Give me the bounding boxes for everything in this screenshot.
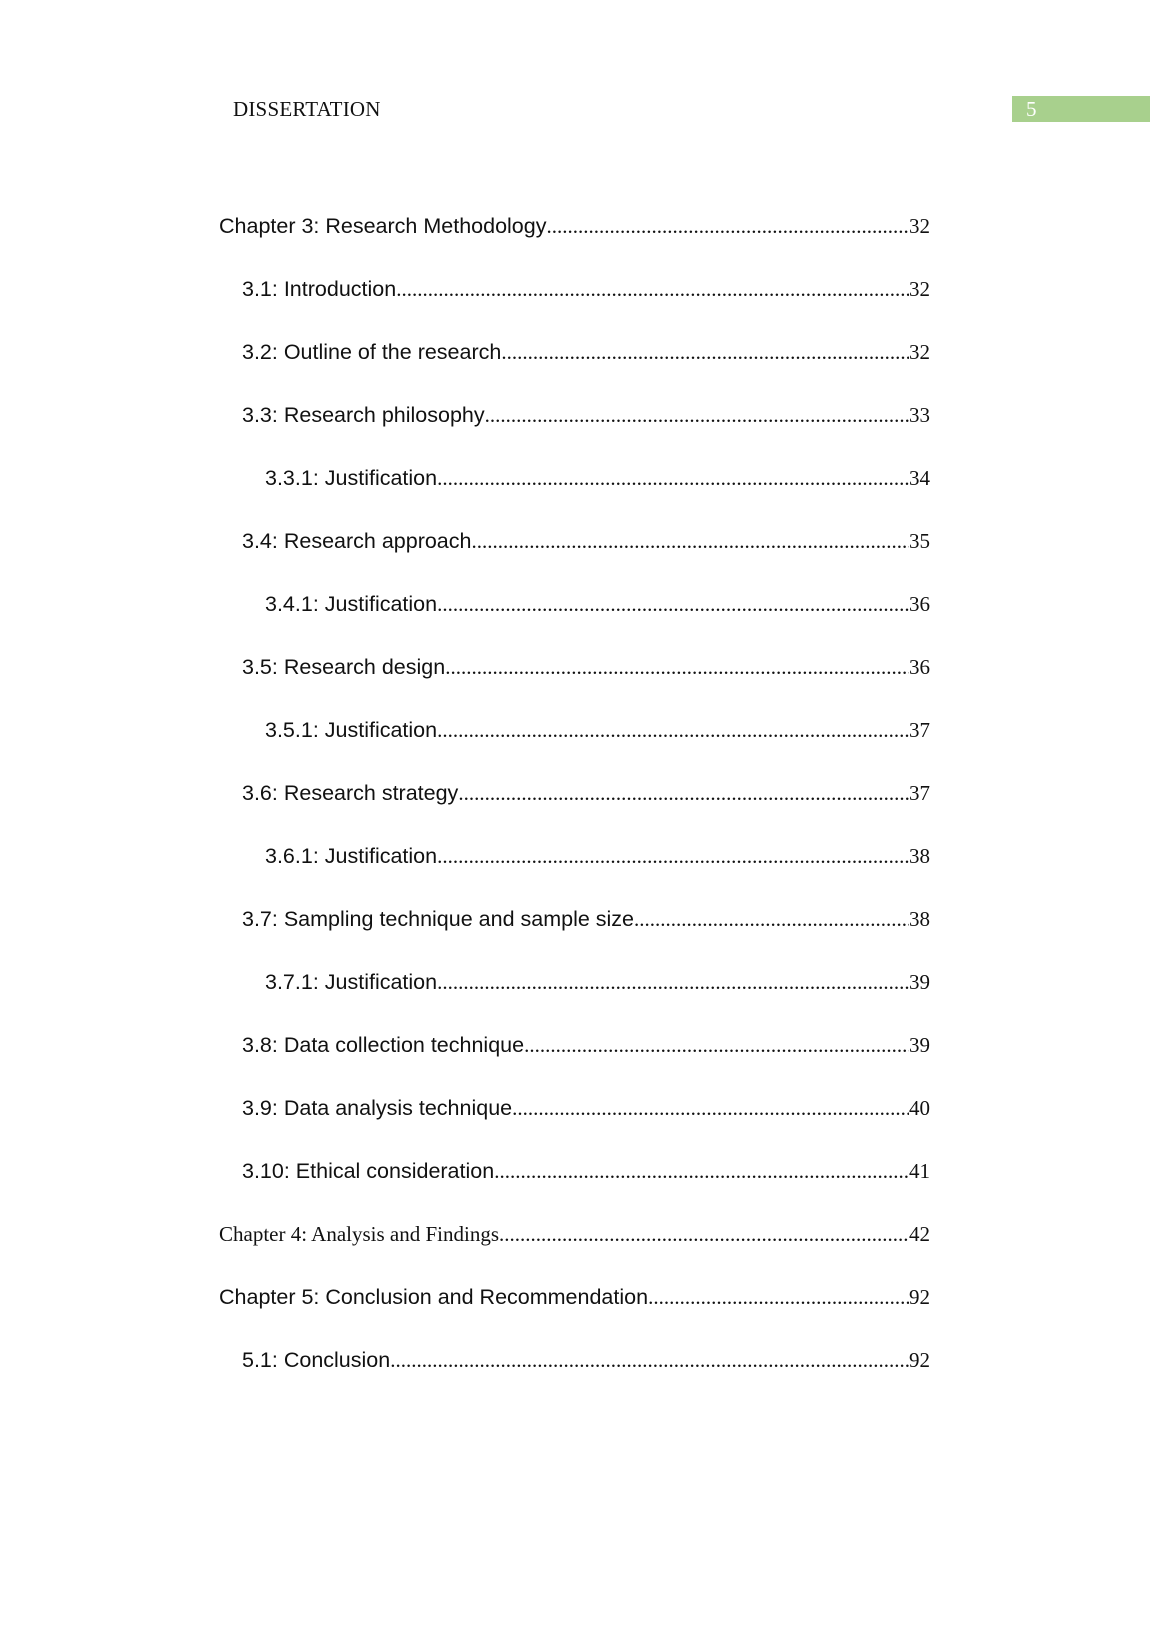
toc-entry-title: 5.1: Conclusion: [242, 1348, 391, 1372]
toc-entry-page: 36: [909, 655, 930, 679]
toc-entry-page: 36: [909, 592, 930, 616]
toc-dot-leader: [485, 403, 909, 428]
toc-dot-leader: [512, 1096, 909, 1121]
toc-dot-leader: [437, 592, 909, 617]
toc-entry-page: 32: [909, 277, 930, 301]
toc-dot-leader: [471, 529, 909, 554]
toc-dot-leader: [634, 907, 909, 932]
toc-dot-leader: [524, 1033, 909, 1058]
toc-entry-page: 39: [909, 1033, 930, 1057]
toc-entry-page: 38: [909, 907, 930, 931]
toc-dot-leader: [445, 655, 909, 680]
toc-dot-leader: [390, 1348, 909, 1373]
toc-entry-page: 38: [909, 844, 930, 868]
toc-dot-leader: [396, 277, 909, 302]
toc-entry[interactable]: [219, 403, 930, 466]
toc-entry-title: 3.9: Data analysis technique: [242, 1096, 513, 1120]
toc-dot-leader: [648, 1285, 909, 1310]
toc-entry[interactable]: [219, 718, 930, 781]
toc-entry-title: 3.1: Introduction: [242, 277, 397, 301]
toc-entry-title: 3.4.1: Justification: [265, 592, 438, 616]
toc-entry[interactable]: [219, 466, 930, 529]
toc-entry[interactable]: [219, 1159, 930, 1222]
toc-entry[interactable]: [219, 340, 930, 403]
toc-dot-leader: [437, 844, 909, 869]
toc-entry-page: 39: [909, 970, 930, 994]
toc-entry-page: 34: [909, 466, 930, 490]
toc-entry[interactable]: [219, 655, 930, 718]
toc-dot-leader: [437, 718, 909, 743]
toc-entry[interactable]: [219, 844, 930, 907]
toc-entry-page: 32: [909, 340, 930, 364]
toc-dot-leader: [458, 781, 909, 806]
toc-dot-leader: [501, 340, 909, 365]
toc-entry-title: 3.10: Ethical consideration: [242, 1159, 495, 1183]
toc-dot-leader: [437, 970, 909, 995]
toc-entry-title: 3.6: Research strategy: [242, 781, 459, 805]
toc-entry[interactable]: [219, 970, 930, 1033]
toc-entry-page: 92: [909, 1285, 930, 1309]
toc-dot-leader: [494, 1159, 909, 1184]
toc-entry-title: 3.3: Research philosophy: [242, 403, 485, 427]
toc-entry[interactable]: [219, 214, 930, 277]
toc-dot-leader: [437, 466, 909, 491]
toc-entry[interactable]: [219, 1033, 930, 1096]
toc-entry-title: 3.5: Research design: [242, 655, 446, 679]
toc-entry-title: Chapter 4: Analysis and Findings: [219, 1222, 499, 1246]
page-number-badge: [1012, 96, 1150, 122]
toc-dot-leader: [499, 1222, 909, 1247]
toc-entry[interactable]: [219, 1096, 930, 1159]
toc-entry-title: 3.6.1: Justification: [265, 844, 438, 868]
toc-entry[interactable]: [219, 1348, 930, 1411]
toc-entry-title: 3.7: Sampling technique and sample size: [242, 907, 635, 931]
toc-entry-page: 37: [909, 781, 930, 805]
toc-entry-page: 92: [909, 1348, 930, 1372]
toc-entry-page: 35: [909, 529, 930, 553]
toc-entry[interactable]: [219, 1222, 930, 1285]
toc-entry[interactable]: [219, 529, 930, 592]
toc-entry-page: 41: [909, 1159, 930, 1183]
toc-entry[interactable]: [219, 277, 930, 340]
toc-entry-page: 32: [909, 214, 930, 238]
toc-entry-title: 3.2: Outline of the research: [242, 340, 502, 364]
page-number: 5: [1026, 97, 1037, 121]
toc-entry-page: 37: [909, 718, 930, 742]
toc-entry-title: 3.7.1: Justification: [265, 970, 438, 994]
toc-entry-title: 3.3.1: Justification: [265, 466, 438, 490]
toc-dot-leader: [546, 214, 909, 239]
toc-entry[interactable]: [219, 592, 930, 655]
toc-entry-page: 42: [909, 1222, 930, 1246]
toc-entry-title: 3.5.1: Justification: [265, 718, 438, 742]
toc-entry-title: 3.8: Data collection technique: [242, 1033, 525, 1057]
toc-entry-title: Chapter 3: Research Methodology: [219, 214, 547, 238]
toc-entry-page: 33: [909, 403, 930, 427]
running-header-title: DISSERTATION: [233, 97, 381, 121]
toc-entry[interactable]: [219, 1285, 930, 1348]
toc-entry-title: 3.4: Research approach: [242, 529, 472, 553]
toc-entry-page: 40: [909, 1096, 930, 1120]
toc-entry-title: Chapter 5: Conclusion and Recommendation: [219, 1285, 649, 1309]
toc-entry[interactable]: [219, 907, 930, 970]
table-of-contents: [219, 214, 930, 1411]
toc-entry[interactable]: [219, 781, 930, 844]
